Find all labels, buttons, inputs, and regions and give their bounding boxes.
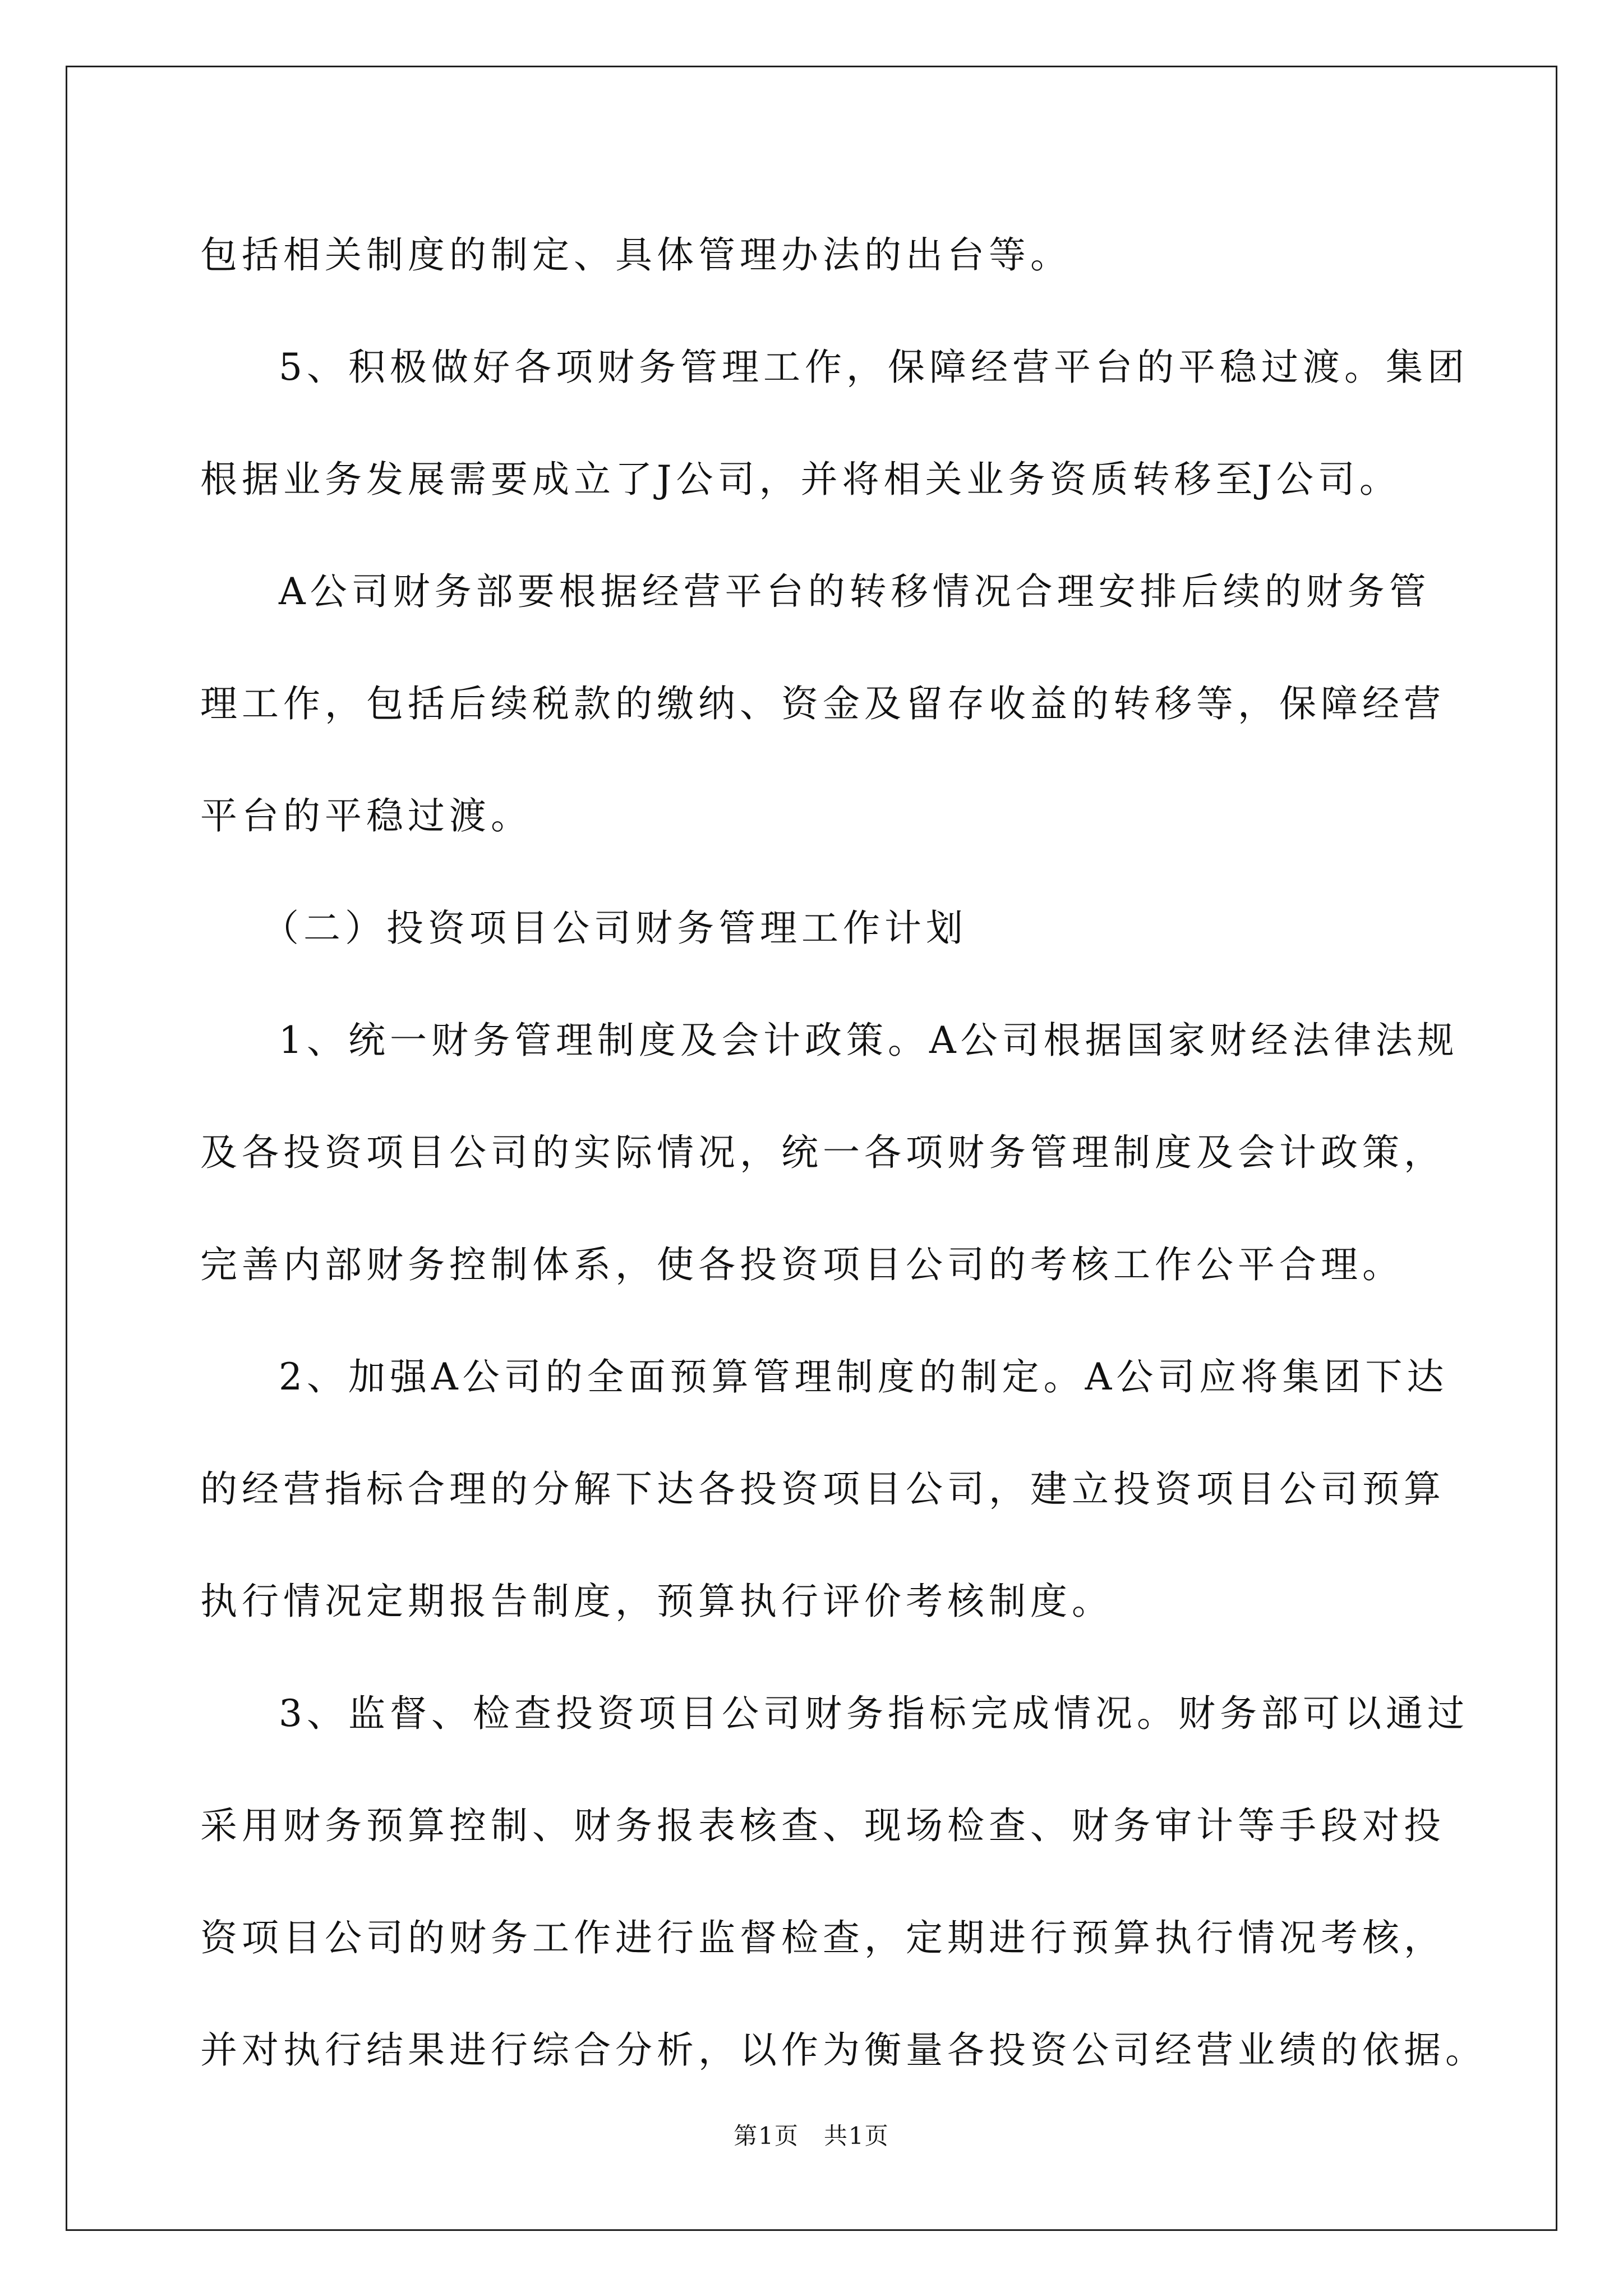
text-line: 资项目公司的财务工作进行监督检查，定期进行预算执行情况考核， [200, 1916, 1445, 1959]
paragraph-start: 5、积极做好各项财务管理工作，保障经营平台的平稳过渡。集团 [279, 346, 1469, 389]
text-line: 的经营指标合理的分解下达各投资项目公司，建立投资项目公司预算 [200, 1467, 1445, 1511]
page-number: 第1页 共1页 [734, 2122, 889, 2150]
text-line: 平台的平稳过渡。 [200, 794, 532, 838]
text-line: 包括相关制度的制定、具体管理办法的出台等。 [200, 233, 1072, 277]
paragraph-start: 2、加强A公司的全面预算管理制度的制定。A公司应将集团下达 [279, 1355, 1449, 1398]
text-line: 并对执行结果进行综合分析，以作为衡量各投资公司经营业绩的依据。 [200, 2028, 1487, 2072]
paragraph-start: 1、统一财务管理制度及会计政策。A公司根据国家财经法律法规 [279, 1019, 1459, 1062]
text-line: 根据业务发展需要成立了J公司，并将相关业务资质转移至J公司。 [200, 458, 1401, 501]
paragraph-start: 3、监督、检查投资项目公司财务指标完成情况。财务部可以通过 [279, 1692, 1469, 1735]
document-body [200, 199, 1487, 2106]
section-heading: （二）投资项目公司财务管理工作计划 [262, 907, 967, 950]
text-line: 采用财务预算控制、财务报表核查、现场检查、财务审计等手段对投 [200, 1804, 1445, 1847]
text-line: 理工作，包括后续税款的缴纳、资金及留存收益的转移等，保障经营 [200, 682, 1445, 725]
text-line: 及各投资项目公司的实际情况，统一各项财务管理制度及会计政策， [200, 1131, 1445, 1174]
paragraph-start: A公司财务部要根据经营平台的转移情况合理安排后续的财务管 [279, 570, 1431, 613]
text-line: 执行情况定期报告制度，预算执行评价考核制度。 [200, 1580, 1113, 1623]
text-line: 完善内部财务控制体系，使各投资项目公司的考核工作公平合理。 [200, 1243, 1404, 1286]
